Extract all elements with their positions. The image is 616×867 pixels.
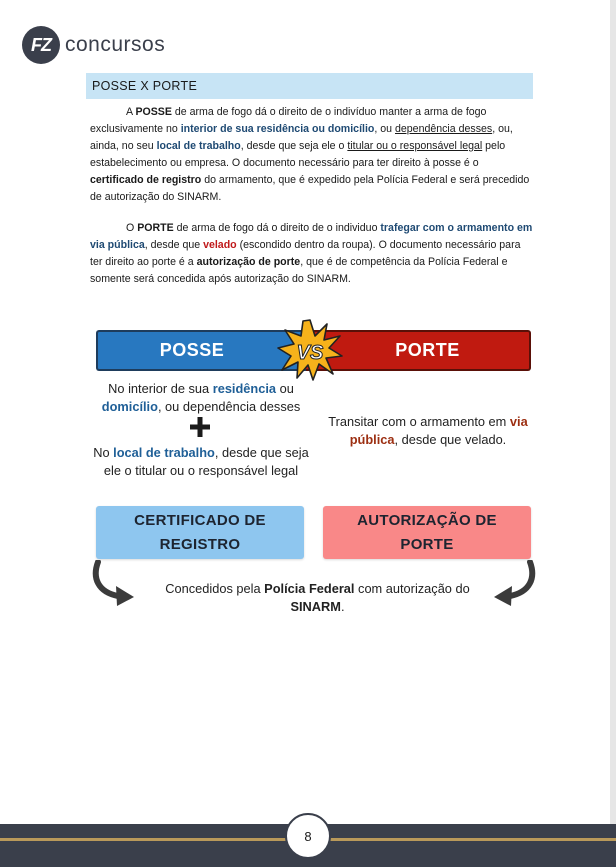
text: com autorização do — [354, 581, 470, 596]
text: , que é de competência da Polícia Federal e somente será concedida após autorização do SINARM. — [90, 256, 508, 285]
text: do armamento, que é expedido pela Polícia Federal e será precedido de autorização do SINARM. — [90, 174, 530, 203]
text: Concedidos pela — [165, 581, 265, 596]
posse-term: POSSE — [135, 106, 172, 118]
residencia-highlight: interior de sua residência ou domicílio — [180, 123, 375, 135]
text: ou — [276, 381, 294, 396]
vs-label: VS — [296, 342, 324, 364]
domicilio-highlight: domicílio — [101, 399, 158, 414]
text: A — [126, 106, 136, 118]
text: de arma de fogo dá o direito de o indivíduo manter a arma de fogo exclusivamente no — [90, 106, 487, 135]
text: , desde que velado. — [394, 432, 507, 447]
text: O — [126, 222, 138, 234]
trabalho-highlight: local de trabalho — [113, 445, 215, 460]
via-publica-highlight: via pública — [349, 414, 528, 447]
titular-underline: titular ou o responsável legal — [347, 140, 483, 152]
text: , ou, ainda, no seu — [90, 123, 513, 152]
autorizacao-box — [323, 506, 531, 559]
text: Transitar com o armamento em — [328, 414, 510, 429]
trafegar-highlight: trafegar com o armamento em via pública — [90, 222, 533, 251]
posse-bar — [96, 330, 306, 371]
vs-burst-icon — [277, 318, 343, 382]
text: . — [340, 599, 345, 614]
brand-logo — [22, 26, 165, 64]
posse-description-2 — [92, 444, 310, 480]
text: pelo estabelecimento ou empresa. O documento necessário para ter direito à posse é o — [90, 140, 506, 169]
certificado-label: CERTIFICADO DE REGISTRO — [134, 511, 266, 553]
text: (escondido dentro da roupa). O documento necessário para ter direito ao porte é a — [90, 239, 521, 268]
porte-description — [322, 413, 534, 449]
velado-highlight: velado — [203, 239, 237, 251]
logo-text: concursos — [65, 33, 166, 56]
porte-label: PORTE — [395, 340, 460, 360]
certificado-box — [96, 506, 304, 559]
posse-description-1 — [92, 380, 310, 416]
certificado-term: certificado de registro — [90, 174, 202, 186]
residencia-highlight: residência — [212, 381, 277, 396]
paragraph-porte — [90, 220, 533, 288]
autorizacao-term: autorização de porte — [196, 256, 301, 268]
dependencia-underline: dependência desses — [395, 123, 493, 135]
text: No interior de sua — [108, 381, 213, 396]
bottom-note — [150, 580, 485, 616]
sinarm-term: SINARM — [290, 599, 341, 614]
posse-label: POSSE — [159, 340, 225, 360]
text: , desde que seja ele o — [240, 140, 348, 152]
text: No — [93, 445, 114, 460]
text: , ou dependência desses — [157, 399, 301, 414]
section-title: POSSE X PORTE — [86, 73, 533, 99]
text: , desde que — [144, 239, 204, 251]
curved-arrow-left-icon — [90, 560, 140, 608]
paragraph-posse — [90, 104, 533, 206]
text: , desde que seja ele o titular ou o responsável legal — [103, 445, 309, 478]
page-number: 8 — [285, 813, 331, 859]
plus-icon — [188, 415, 212, 439]
policia-federal-term: Polícia Federal — [264, 581, 355, 596]
text: , ou — [374, 123, 395, 135]
porte-term: PORTE — [137, 222, 174, 234]
page-edge — [610, 0, 616, 867]
curved-arrow-right-icon — [488, 560, 538, 608]
trabalho-highlight: local de trabalho — [156, 140, 241, 152]
text: de arma de fogo dá o direito de o individuo — [173, 222, 381, 234]
logo-badge: FZ — [22, 26, 60, 64]
autorizacao-label: AUTORIZAÇÃO DE PORTE — [357, 511, 497, 553]
